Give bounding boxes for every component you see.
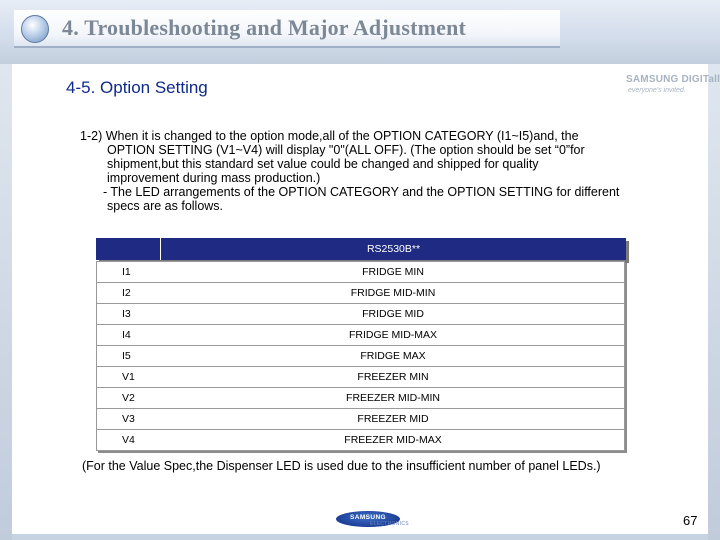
logo-tagline: everyone's invited. <box>628 87 686 94</box>
row-value: FREEZER MID <box>357 413 429 425</box>
row-code: I1 <box>122 266 131 278</box>
row-value: FREEZER MID-MAX <box>344 434 442 446</box>
table-row <box>96 303 625 325</box>
table-row <box>96 429 625 451</box>
row-value: FRIDGE MID-MIN <box>350 287 436 299</box>
bullet-circle-icon <box>21 15 49 43</box>
body-line: 1-2) When it is changed to the option mode,all of the OPTION CATEGORY (I1~I5)and, the <box>80 129 579 143</box>
table-row <box>96 387 625 409</box>
row-value: FRIDGE MIN <box>362 266 424 278</box>
body-line: - The LED arrangements of the OPTION CATEGORY and the OPTION SETTING for different <box>103 185 620 199</box>
row-code: V2 <box>122 392 135 404</box>
table-row <box>96 282 625 304</box>
table-row <box>96 408 625 430</box>
row-code: I2 <box>122 287 131 299</box>
body-line: specs are as follows. <box>107 199 224 213</box>
row-code: V4 <box>122 434 135 446</box>
samsung-digitall-logo <box>626 72 720 100</box>
table-row <box>96 345 625 367</box>
row-code: I5 <box>122 350 131 362</box>
row-value: FREEZER MID-MIN <box>346 392 440 404</box>
row-value: FREEZER MIN <box>357 371 429 383</box>
table-header <box>96 238 626 260</box>
row-code: V3 <box>122 413 135 425</box>
page-title: 4. Troubleshooting and Major Adjustment <box>62 15 467 40</box>
table-header-model: RS2530B** <box>366 243 421 255</box>
right-border <box>708 64 720 540</box>
row-value: FRIDGE MID <box>362 308 424 320</box>
row-code: I4 <box>122 329 131 341</box>
table-row <box>96 324 625 346</box>
section-title: 4-5. Option Setting <box>66 78 208 97</box>
body-line: shipment,but this standard set value could be changed and shipped for quality <box>107 157 539 171</box>
footer-logo-text: SAMSUNG <box>349 514 387 521</box>
footnote: (For the Value Spec,the Dispenser LED is used due to the insufficient number of panel LEDs.) <box>82 459 601 473</box>
table-row <box>96 366 625 388</box>
page-number: 67 <box>683 513 698 528</box>
footer-logo-sub: ELECTRONICS <box>370 521 409 527</box>
row-code: I3 <box>122 308 131 320</box>
row-value: FRIDGE MID-MAX <box>348 329 438 341</box>
left-border <box>0 64 12 540</box>
logo-brand: SAMSUNG DIGITall <box>626 74 720 85</box>
table-row <box>96 261 625 283</box>
row-value: FRIDGE MAX <box>360 350 426 362</box>
body-line: improvement during mass production.) <box>107 171 321 185</box>
body-line: OPTION SETTING (V1~V4) will display "0"(ALL OFF). (The option should be set “0”for <box>107 143 585 157</box>
row-code: V1 <box>122 371 135 383</box>
